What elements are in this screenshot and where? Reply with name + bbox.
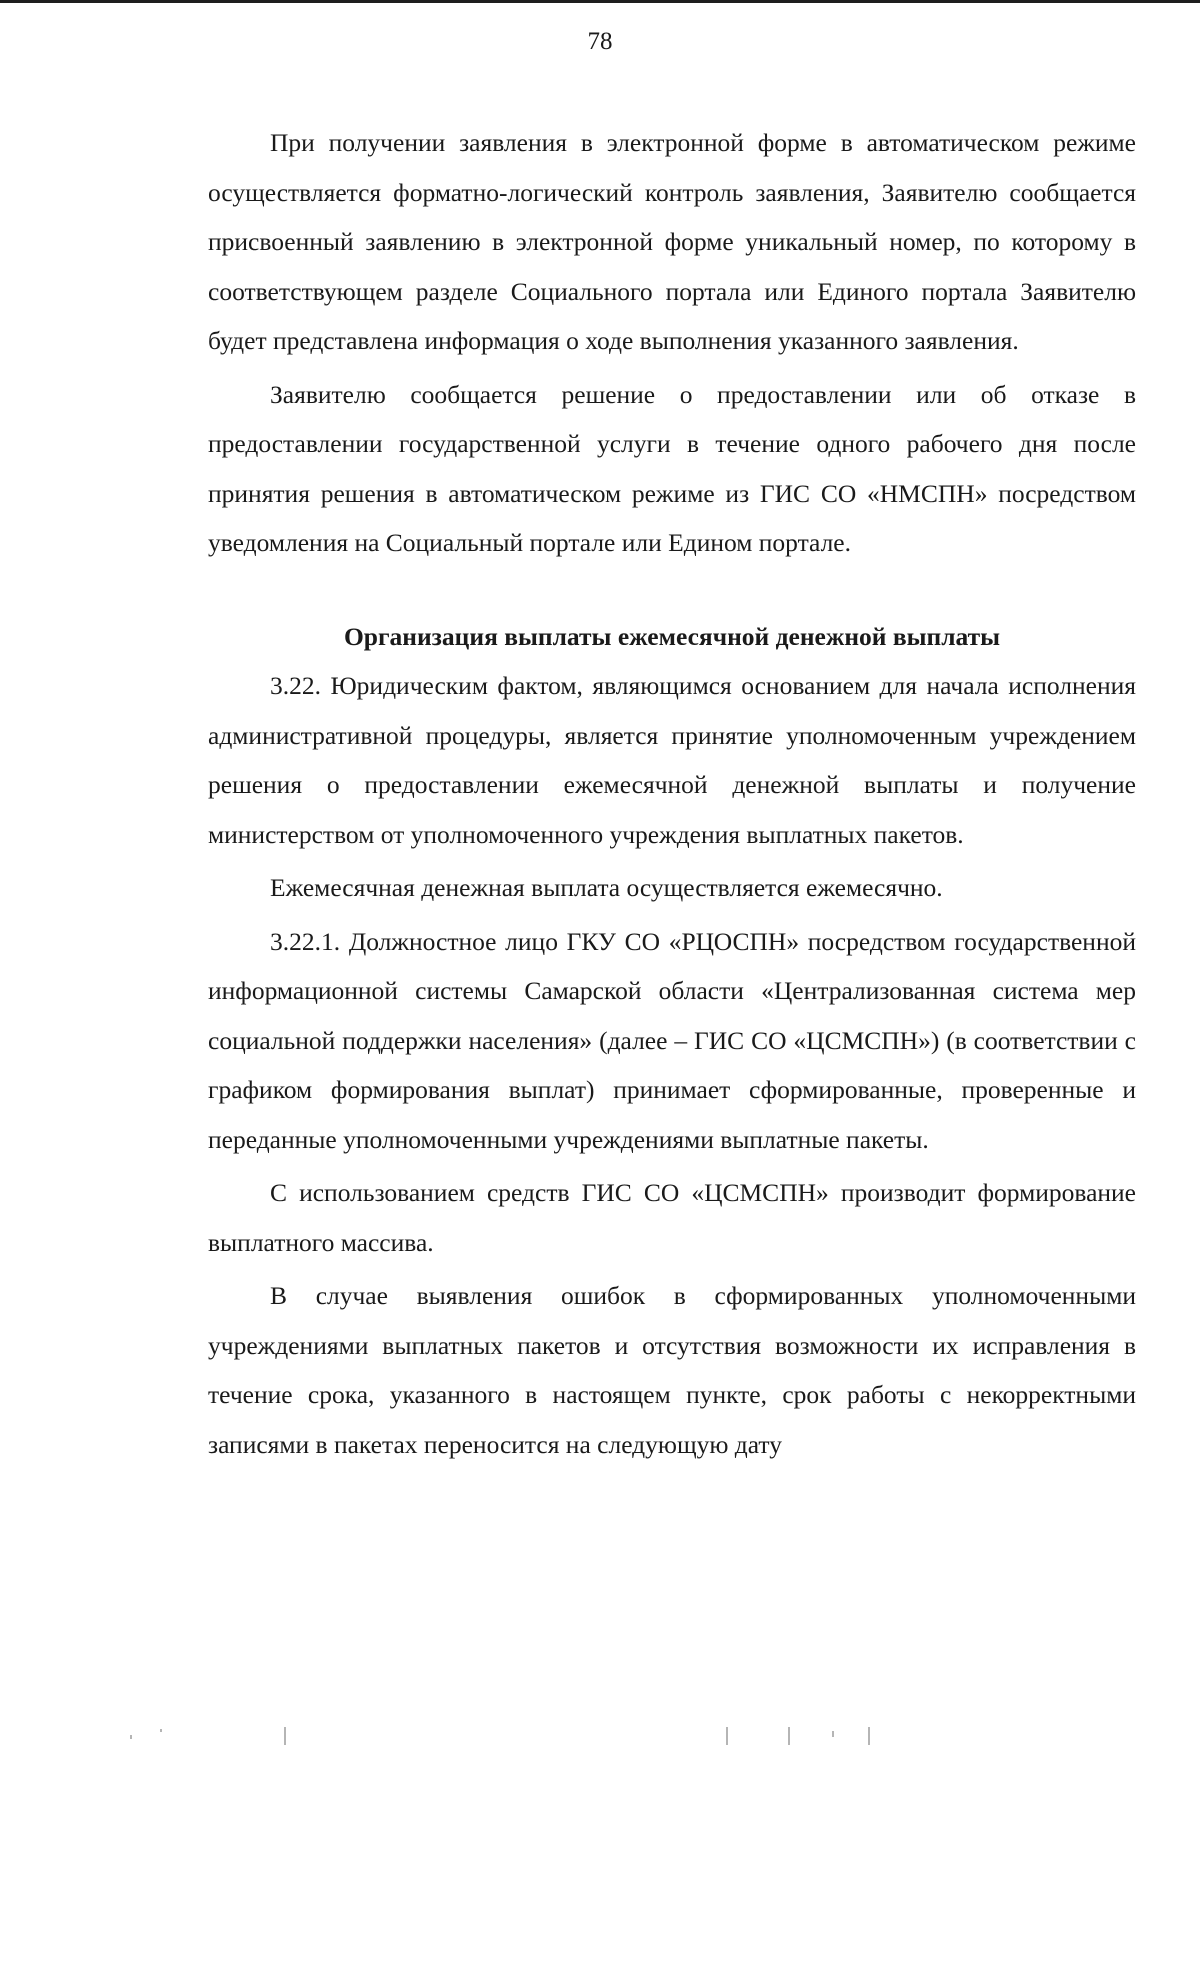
paragraph-3-22: 3.22. Юридическим фактом, являющимся основанием для начала исполнения административной процедуры, является принятие уполномоченным учреждением решения о предоставлении ежемесячной денежной выплаты и получение министерством от уполномоченного учреждения выплатных пакетов. [208, 671, 1136, 849]
section-heading: Организация выплаты ежемесячной денежной выплаты [343, 621, 1001, 651]
scan-mark [726, 1727, 728, 1745]
scan-mark [160, 1729, 162, 1732]
paragraph-3-22-1: 3.22.1. Должностное лицо ГКУ СО «РЦОСПН» посредством государственной информационной системы Самарской области «Централизованная система мер социальной поддержки населения» (далее – ГИС СО «ЦСМСПН») (в соответствии с графиком формирования выплат) принимает сформированные, проверенные и переданные уполномоченными учреждениями выплатные пакеты. [208, 926, 1136, 1154]
scan-mark [284, 1727, 286, 1745]
scan-mark [832, 1731, 834, 1737]
paragraph-decision-notification: Заявителю сообщается решение о предоставлении или об отказе в предоставлении государственной услуги в течение одного рабочего дня после принятия решения в автоматическом режиме из ГИС СО «НМСПН» посредством уведомления на Социальный портале или Едином портале. [208, 379, 1136, 557]
paragraph-errors: В случае выявления ошибок в сформированных уполномоченными учреждениями выплатных пакетов и отсутствия возможности их исправления в течение срока, указанного в настоящем пункте, срок работы с некорректными записями в пакетах переносится на следующую дату [208, 1281, 1136, 1459]
scan-mark [868, 1727, 870, 1745]
paragraph-electronic-application: При получении заявления в электронной форме в автоматическом режиме осуществляется форматно-логический контроль заявления, Заявителю сообщается присвоенный заявлению в электронной форме уникальный номер, по которому в соответствующем разделе Социального портала или Единого портала Заявителю будет представлена информация о ходе выполнения указанного заявления. [208, 128, 1136, 355]
document-body [208, 118, 1136, 1473]
page-top-edge [0, 0, 1200, 3]
paragraph-payment-array: С использованием средств ГИС СО «ЦСМСПН» производит формирование выплатного массива. [208, 1178, 1136, 1257]
scan-artifacts [0, 1727, 1200, 1757]
paragraph-monthly-payment: Ежемесячная денежная выплата осуществляется ежемесячно. [270, 873, 943, 902]
scan-mark [788, 1727, 790, 1745]
scan-mark [130, 1735, 132, 1739]
page-number: 78 [587, 28, 613, 55]
